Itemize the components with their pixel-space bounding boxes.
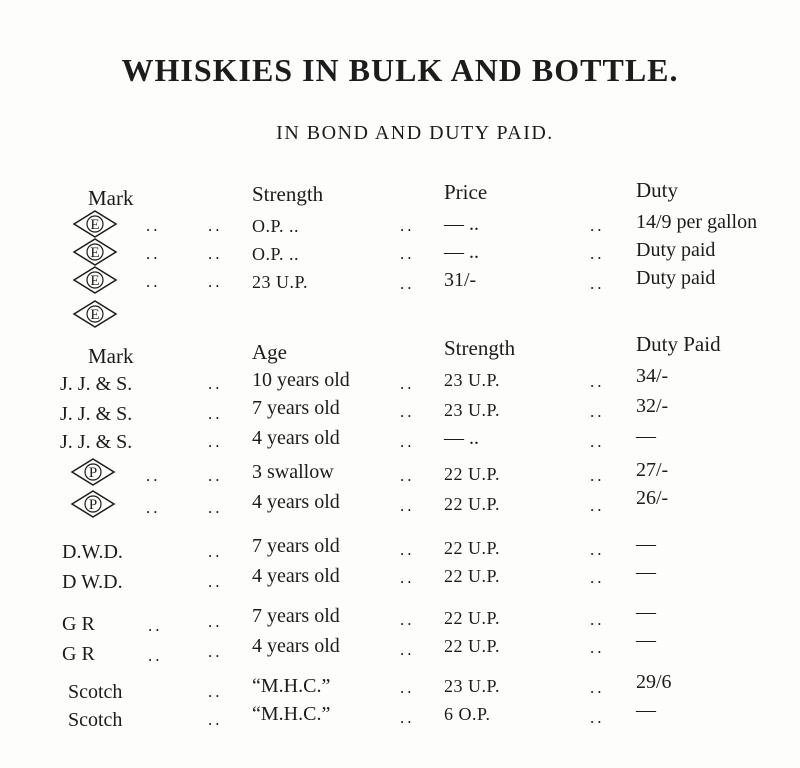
svg-text:P: P [88, 497, 98, 513]
table2-row2-strength: 23 U.P. [444, 400, 501, 420]
table2-row8-age: 7 years old [252, 605, 340, 627]
table1-header-mark: Mark [88, 186, 134, 210]
table1-row3-price: 31/- [444, 269, 477, 291]
table2-row11-duty-paid: — [636, 699, 656, 721]
table2-row2-mark: J. J. & S. [60, 403, 133, 425]
table2-row6-mark: D.W.D. [62, 541, 123, 563]
table2-row10-duty-paid: 29/6 [636, 671, 672, 693]
table2-row7-age: 4 years old [252, 565, 340, 587]
table2-row4-age: 3 swallow [252, 461, 334, 483]
table1-header-price: Price [444, 180, 488, 204]
table2-row6-age: 7 years old [252, 535, 340, 557]
table2-row11-mark: Scotch [68, 709, 123, 731]
table1-row1-strength: O.P. .. [252, 216, 300, 236]
table2-row9-duty-paid: — [636, 629, 656, 651]
table2-row1-age: 10 years old [252, 369, 350, 391]
svg-text:P: P [88, 465, 98, 481]
table2-header-duty-paid: Duty Paid [636, 332, 721, 356]
table2-row7-duty-paid: — [636, 561, 656, 583]
table2-row2-age: 7 years old [252, 397, 340, 419]
table2-row3-mark: J. J. & S. [60, 431, 133, 453]
svg-text:E: E [90, 217, 100, 233]
table2-row5-age: 4 years old [252, 491, 340, 513]
table2-row7-mark: D W.D. [62, 571, 123, 593]
table1-header-strength: Strength [252, 182, 324, 206]
table1-row3-strength: 23 U.P. [252, 272, 309, 292]
svg-text:E: E [90, 307, 100, 323]
table2-row1-mark: J. J. & S. [60, 373, 133, 395]
table2-row4-duty-paid: 27/- [636, 459, 669, 481]
page-subtitle: IN BOND AND DUTY PAID. [276, 122, 554, 144]
table2-row3-strength: — .. [444, 427, 479, 449]
table1-row1-price: — .. [444, 213, 479, 235]
table2-row1-strength: 23 U.P. [444, 370, 501, 390]
document-page: WHISKIES IN BULK AND BOTTLE. IN BOND AND DUTY PAID. Mark Strength Price Duty E .. .. O.P. .. .. — .. .. 14/9 per gallon E .. .. O.P. .. .. — .. .. Duty paid E .. .. 23 U.P. .. 31/- .. Duty paid E Mark Age Strength Duty Paid J. J. & S. .. 10 years old .. 23 U.P. .. 34/- J. J. & S. .. 7 years old .. 23 U.P. .. 32/- J. J. & S. .. 4 years old .. — .. .. — P .. .. 3 swallow .. 22 U.P. .. 27/- P .. .. 4 years old .. 22 U.P. .. 26/- D.W.D. .. 7 years old .. 22 U.P. .. — D W.D. .. 4 years old .. 22 U.P. .. — G R .. .. 7 years old .. 22 U.P. .. — G R .. .. 4 years old .. 22 U.P. .. — Scotch .. “M.H.C.” .. 23 U.P. .. 29/6 Scotch .. “M.H.C.” .. 6 O.P. .. — [0, 0, 800, 768]
table1-row2-strength: O.P. .. [252, 244, 300, 264]
table2-row6-duty-paid: — [636, 533, 656, 555]
mark-p-diamond-icon [70, 490, 116, 518]
table2-row10-strength: 23 U.P. [444, 676, 501, 696]
table2-row9-age: 4 years old [252, 635, 340, 657]
table2-row8-duty-paid: — [636, 601, 656, 623]
table1-header-duty: Duty [636, 178, 678, 202]
mark-e-diamond-icon [72, 210, 118, 238]
table2-row6-strength: 22 U.P. [444, 538, 501, 558]
table2-row3-age: 4 years old [252, 427, 340, 449]
table2-row9-strength: 22 U.P. [444, 636, 501, 656]
table2-row5-strength: 22 U.P. [444, 494, 501, 514]
table2-row8-mark: G R [62, 613, 95, 635]
table2-row9-mark: G R [62, 643, 95, 665]
table1-row2-price: — .. [444, 241, 479, 263]
table2-row5-duty-paid: 26/- [636, 487, 669, 509]
mark-e-diamond-icon [72, 266, 118, 294]
table2-row2-duty-paid: 32/- [636, 395, 669, 417]
table2-row10-mark: Scotch [68, 681, 123, 703]
table2-row8-strength: 22 U.P. [444, 608, 501, 628]
table2-row3-duty-paid: — [636, 425, 656, 447]
table2-header-age: Age [252, 340, 287, 364]
table2-row11-strength: 6 O.P. [444, 704, 491, 724]
table2-header-mark: Mark [88, 344, 134, 368]
table2-row10-age: “M.H.C.” [252, 675, 331, 697]
table1-row1-duty: 14/9 per gallon [636, 211, 758, 233]
table2-row7-strength: 22 U.P. [444, 566, 501, 586]
table2-header-strength: Strength [444, 336, 516, 360]
table2-row4-strength: 22 U.P. [444, 464, 501, 484]
table1-row3-duty: Duty paid [636, 267, 716, 289]
svg-text:E: E [90, 273, 100, 289]
table1-row2-duty: Duty paid [636, 239, 716, 261]
page-title: WHISKIES IN BULK AND BOTTLE. [121, 52, 679, 88]
mark-e-diamond-icon [72, 300, 118, 328]
table2-row11-age: “M.H.C.” [252, 703, 331, 725]
svg-text:E: E [90, 245, 100, 261]
table2-row1-duty-paid: 34/- [636, 365, 669, 387]
mark-e-diamond-icon [72, 238, 118, 266]
mark-p-diamond-icon [70, 458, 116, 486]
